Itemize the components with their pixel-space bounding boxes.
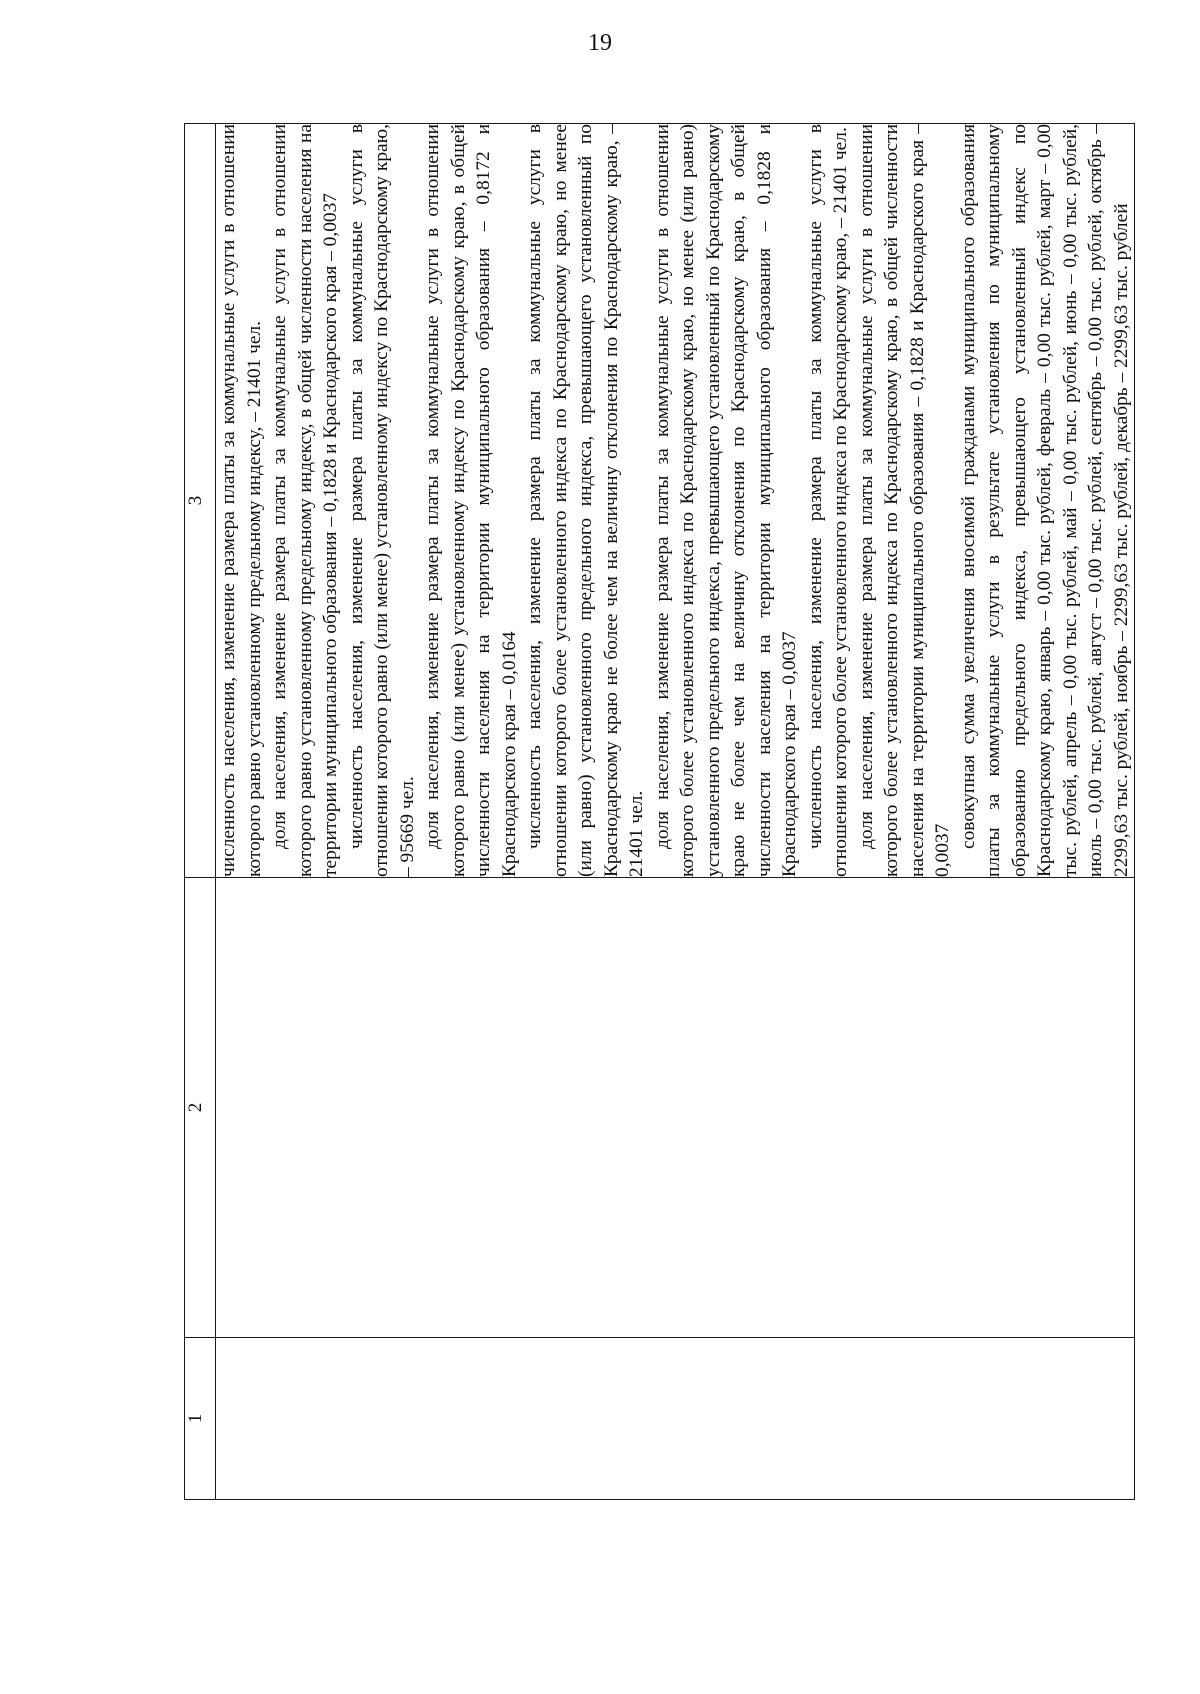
- paragraph-share-above-regional: доля населения, изменение размера платы за коммунальные услуги в отношении которого более установленного индекса по Краснодарскому краю, в общей численности населения на территории муниципального образования – 0,1828 и Краснодарского края – 0,0037: [855, 124, 953, 877]
- column-header-2: 2: [185, 878, 216, 1338]
- paragraph-share-below-regional: доля населения, изменение размера платы за коммунальные услуги в отношении которого равно (или менее) установленному индексу по Краснодарскому краю, в общей численности населения на территории муниципального образования – 0,8172 и Краснодарского края – 0,0164: [422, 124, 520, 877]
- paragraph-population-below-regional: численность населения, изменение размера платы за коммунальные услуги в отношении которого равно (или менее) установленному индексу по Краснодарскому краю, – 95669 чел.: [345, 124, 418, 877]
- column-1-cell: [216, 1338, 1135, 1500]
- paragraph-share-equal-limit: доля населения, изменение размера платы за коммунальные услуги в отношении которого равно установленному предельному индексу, в общей численности населения на территории муниципального образования – 0,1828 и Краснодарского края – 0,0037: [269, 124, 341, 877]
- paragraph-share-within-deviation: доля населения, изменение размера платы за коммунальные услуги в отношении которого более установленного индекса по Краснодарскому краю, но менее (или равно) установленного предельного индекса, превышающего установленный по Краснодарскому краю не более чем на величину отклонения по Краснодарскому краю, в общей численности населения на территории муниципального образования – 0,1828 и Краснодарского края – 0,0037: [651, 124, 800, 877]
- page-number: 19: [588, 30, 612, 56]
- column-header-1: 1: [185, 1338, 216, 1500]
- paragraph-total-payment-increase: совокупная сумма увеличения вносимой гражданами муниципального образования платы за коммунальные услуги в результате установления по муниципальному образованию предельного индекса, превышающего установленный индекс по Краснодарскому краю, январь – 0,00 тыс. рублей, февраль – 0,00 тыс. рублей, март – 0,00 тыс. рублей, апрель – 0,00 тыс. рублей, май – 0,00 тыс. рублей, июнь – 0,00 тыс. рублей, июль – 0,00 тыс. рублей, август – 0,00 тыс. рублей, сентябрь – 0,00 тыс. рублей, октябрь – 2299,63 тыс. рублей, ноябрь – 2299,63 тыс. рублей, декабрь – 2299,63 тыс. рублей: [957, 124, 1132, 877]
- table-header-row: [185, 124, 216, 1500]
- paragraph-population-above-regional: численность населения, изменение размера платы за коммунальные услуги в отношении которого более установленного индекса по Краснодарскому краю, – 21401 чел.: [804, 124, 851, 877]
- rotated-table-container: [184, 124, 1132, 1500]
- paragraph-population-equal-limit: численность населения, изменение размера платы за коммунальные услуги в отношении которого равно установленному предельному индексу, – 21401 чел.: [218, 124, 265, 877]
- column-header-3: 3: [185, 124, 216, 878]
- column-3-cell: [216, 124, 1135, 878]
- document-table: [184, 123, 1135, 1500]
- column-2-cell: [216, 878, 1135, 1338]
- paragraph-population-within-deviation: численность населения, изменение размера платы за коммунальные услуги в отношении которого более установленного индекса по Краснодарскому краю, но менее (или равно) установленного предельного индекса, превышающего установленный по Краснодарскому краю не более чем на величину отклонения по Краснодарскому краю, – 21401 чел.: [524, 124, 647, 877]
- table-body-row: [216, 124, 1135, 1500]
